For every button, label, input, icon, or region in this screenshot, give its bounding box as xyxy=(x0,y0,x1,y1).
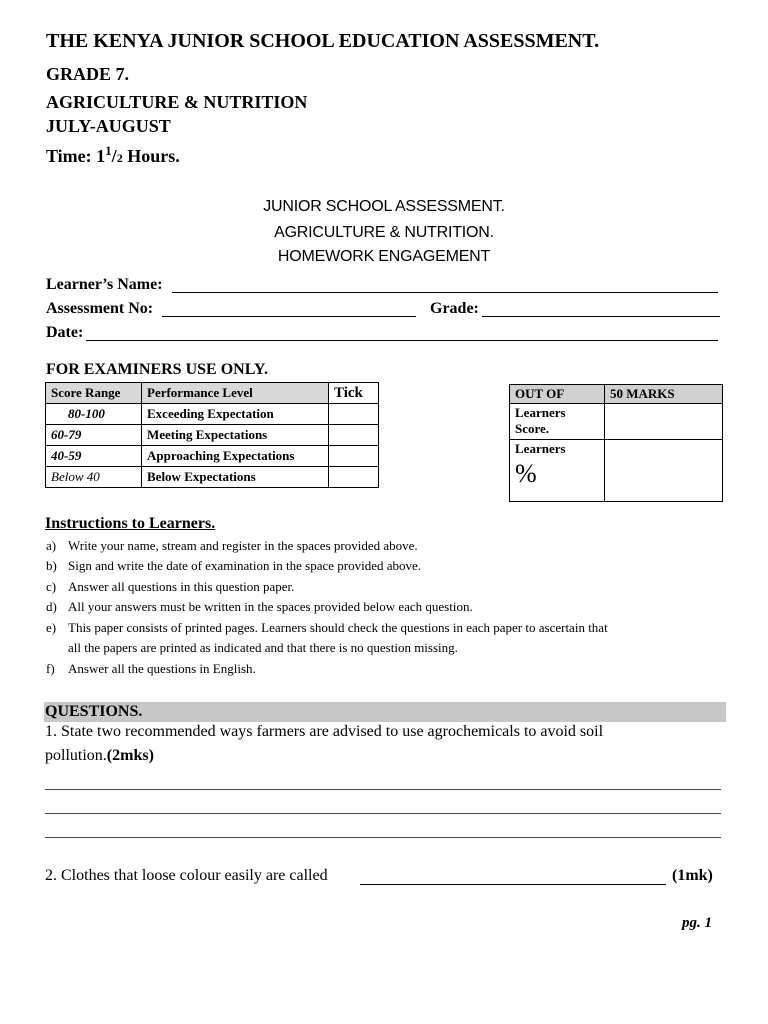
total-marks: 50 MARKS xyxy=(605,385,723,404)
center-title-3: HOMEWORK ENGAGEMENT xyxy=(277,248,491,265)
score-range-header: Score Range xyxy=(46,383,142,404)
date-field[interactable] xyxy=(86,340,718,341)
tick-cell[interactable] xyxy=(329,446,379,467)
date-label: Date: xyxy=(46,324,84,341)
marks-table xyxy=(509,384,723,502)
list-item: all the papers are printed as indicated and that there is no question missing. xyxy=(68,640,458,655)
answer-line-2[interactable] xyxy=(45,813,721,814)
out-of-label: OUT OF xyxy=(510,385,605,404)
learner-percent-field[interactable] xyxy=(605,440,723,502)
learner-score-label: Learners Score. xyxy=(510,404,605,440)
performance-level-cell: Below Expectations xyxy=(142,467,329,488)
name-label: Learner’s Name: xyxy=(46,276,163,293)
table-row xyxy=(46,446,379,467)
score-range-cell: 40-59 xyxy=(46,446,142,467)
learner-percent-label: Learners % xyxy=(510,440,605,502)
performance-level-header: Performance Level xyxy=(142,383,329,404)
list-item: e) This paper consists of printed pages. Learners should check the questions in each paper to ascertain that xyxy=(46,620,608,635)
score-range-cell: 80-100 xyxy=(46,404,142,425)
question-2-answer-field[interactable] xyxy=(360,884,666,885)
time-heading: Time: $1^1/2$ Hours. xyxy=(46,143,180,166)
questions-header-bar xyxy=(44,702,726,722)
center-title-2: AGRICULTURE & NUTRITION. xyxy=(274,224,494,241)
page-number: pg. 1 xyxy=(682,915,712,931)
tick-header: Tick xyxy=(329,383,379,404)
answer-line-3[interactable] xyxy=(45,837,721,838)
grade-heading: GRADE 7. xyxy=(46,64,130,84)
list-item: c) Answer all questions in this question paper. xyxy=(46,579,295,594)
name-field[interactable] xyxy=(172,292,718,293)
list-item: f) Answer all the questions in English. xyxy=(46,661,256,676)
questions-title: QUESTIONS. xyxy=(45,703,143,720)
center-title-1: JUNIOR SCHOOL ASSESSMENT. xyxy=(263,198,505,215)
question-1-line-2: pollution.(2mks) xyxy=(45,747,154,764)
table-row xyxy=(46,404,379,425)
grade-label: Grade: xyxy=(430,300,479,317)
exam-title: THE KENYA JUNIOR SCHOOL EDUCATION ASSESSMENT. xyxy=(46,30,600,52)
answer-line-1[interactable] xyxy=(45,789,721,790)
performance-table xyxy=(45,382,379,488)
grade-field[interactable] xyxy=(482,316,720,317)
tick-cell[interactable] xyxy=(329,425,379,446)
performance-level-cell: Meeting Expectations xyxy=(142,425,329,446)
subject-heading: AGRICULTURE & NUTRITION xyxy=(46,92,308,112)
score-range-cell: 60-79 xyxy=(46,425,142,446)
list-item: d) All your answers must be written in the spaces provided below each question. xyxy=(46,599,473,614)
assessment-field[interactable] xyxy=(162,316,416,317)
question-2-text: 2. Clothes that loose colour easily are called xyxy=(45,867,328,884)
list-item: b) Sign and write the date of examination in the space provided above. xyxy=(46,558,422,573)
performance-level-cell: Exceeding Expectation xyxy=(142,404,329,425)
learner-score-field[interactable] xyxy=(605,404,723,440)
instructions-title: Instructions to Learners. xyxy=(45,515,216,532)
question-1-line-1: 1. State two recommended ways farmers are advised to use agrochemicals to avoid soil xyxy=(45,723,604,740)
performance-level-cell: Approaching Expectations xyxy=(142,446,329,467)
question-2-marks: (1mk) xyxy=(672,867,713,884)
tick-cell[interactable] xyxy=(329,404,379,425)
table-row xyxy=(46,425,379,446)
score-range-cell: Below 40 xyxy=(46,467,142,488)
assessment-label: Assessment No: xyxy=(46,300,154,317)
examiners-title: FOR EXAMINERS USE ONLY. xyxy=(46,361,268,378)
tick-cell[interactable] xyxy=(329,467,379,488)
list-item: a) Write your name, stream and register in the spaces provided above. xyxy=(46,538,418,553)
table-row xyxy=(46,467,379,488)
term-heading: JULY-AUGUST xyxy=(46,116,171,136)
